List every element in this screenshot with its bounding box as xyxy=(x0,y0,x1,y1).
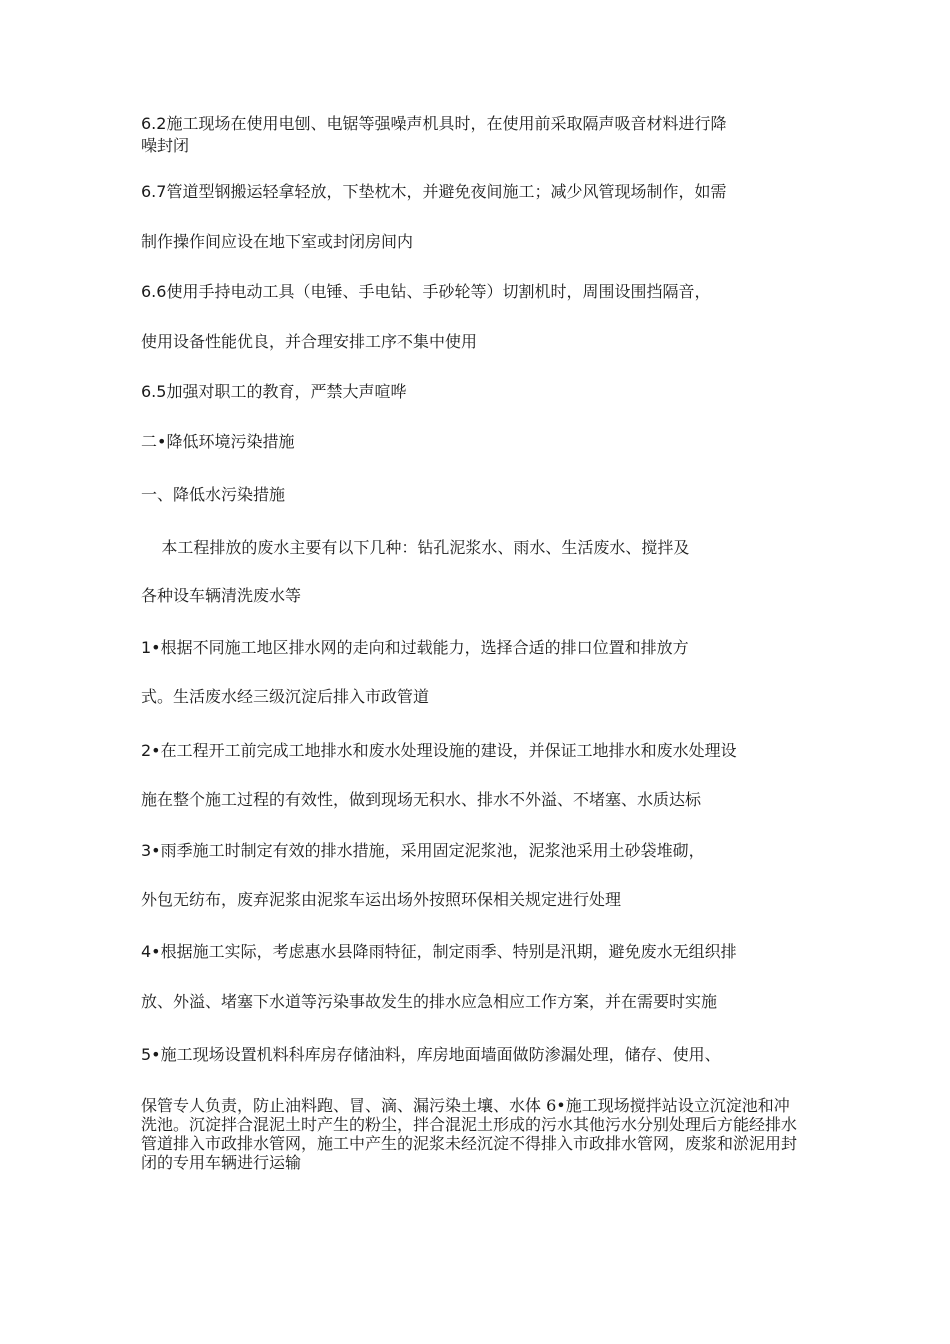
item-2-cont: 施在整个施工过程的有效性，做到现场无积水、排水不外溢、不堵塞、水质达标 xyxy=(141,790,702,809)
item-1-cont: 式。生活废水经三级沉淀后排入市政管道 xyxy=(141,687,430,706)
text-line-6-5: 6.5加强对职工的教育，严禁大声喧哗 xyxy=(141,382,407,401)
text-line-6-7: 6.7管道型钢搬运轻拿轻放，下垫枕木，并避免夜间施工；减少风管现场制作，如需 xyxy=(141,182,727,201)
item-3-cont: 外包无纺布，废弃泥浆由泥浆车运出场外按照环保相关规定进行处理 xyxy=(141,890,622,909)
final-paragraph: 保管专人负责，防止油料跑、冒、滴、漏污染土壤、水体 6•施工现场搅拌站设立沉淀池和冲洗池。沉淀拌合混泥土时产生的粉尘，拌合混泥土形成的污水其他污水分别处理后方能经排水管道排入市政排水管网，施工中产生的泥浆未经沉淀不得排入市政排水管网，废浆和淤泥用封闭的专用车辆进行运输 xyxy=(141,1096,798,1172)
intro-paragraph-cont: 各种设车辆清洗废水等 xyxy=(141,586,302,605)
item-2: 2•在工程开工前完成工地排水和废水处理设施的建设，并保证工地排水和废水处理设 xyxy=(141,741,737,760)
intro-paragraph: 本工程排放的废水主要有以下几种：钻孔泥浆水、雨水、生活废水、搅拌及 xyxy=(141,538,690,557)
item-1: 1•根据不同施工地区排水网的走向和过载能力，选择合适的排口位置和排放方 xyxy=(141,638,689,657)
text-line-6-7-cont: 制作操作间应设在地下室或封闭房间内 xyxy=(141,232,414,251)
text-line-6-2: 6.2施工现场在使用电刨、电锯等强噪声机具时，在使用前采取隔声吸音材料进行降 xyxy=(141,114,727,133)
text-line-6-6-cont: 使用设备性能优良，并合理安排工序不集中使用 xyxy=(141,332,478,351)
subsection-heading-one: 一、降低水污染措施 xyxy=(141,485,286,504)
item-4-cont: 放、外溢、堵塞下水道等污染事故发生的排水应急相应工作方案，并在需要时实施 xyxy=(141,992,718,1011)
section-heading-two: 二•降低环境污染措施 xyxy=(141,432,295,451)
item-5: 5•施工现场设置机料科库房存储油料，库房地面墙面做防渗漏处理，储存、使用、 xyxy=(141,1045,721,1064)
text-line-6-2-cont: 噪封闭 xyxy=(141,136,190,155)
item-3: 3•雨季施工时制定有效的排水措施，采用固定泥浆池，泥浆池采用土砂袋堆砌， xyxy=(141,841,705,860)
item-4: 4•根据施工实际，考虑惠水县降雨特征，制定雨季、特别是汛期，避免废水无组织排 xyxy=(141,942,737,961)
text-line-6-6: 6.6使用手持电动工具（电锤、手电钻、手砂轮等）切割机时，周围设围挡隔音， xyxy=(141,282,711,301)
